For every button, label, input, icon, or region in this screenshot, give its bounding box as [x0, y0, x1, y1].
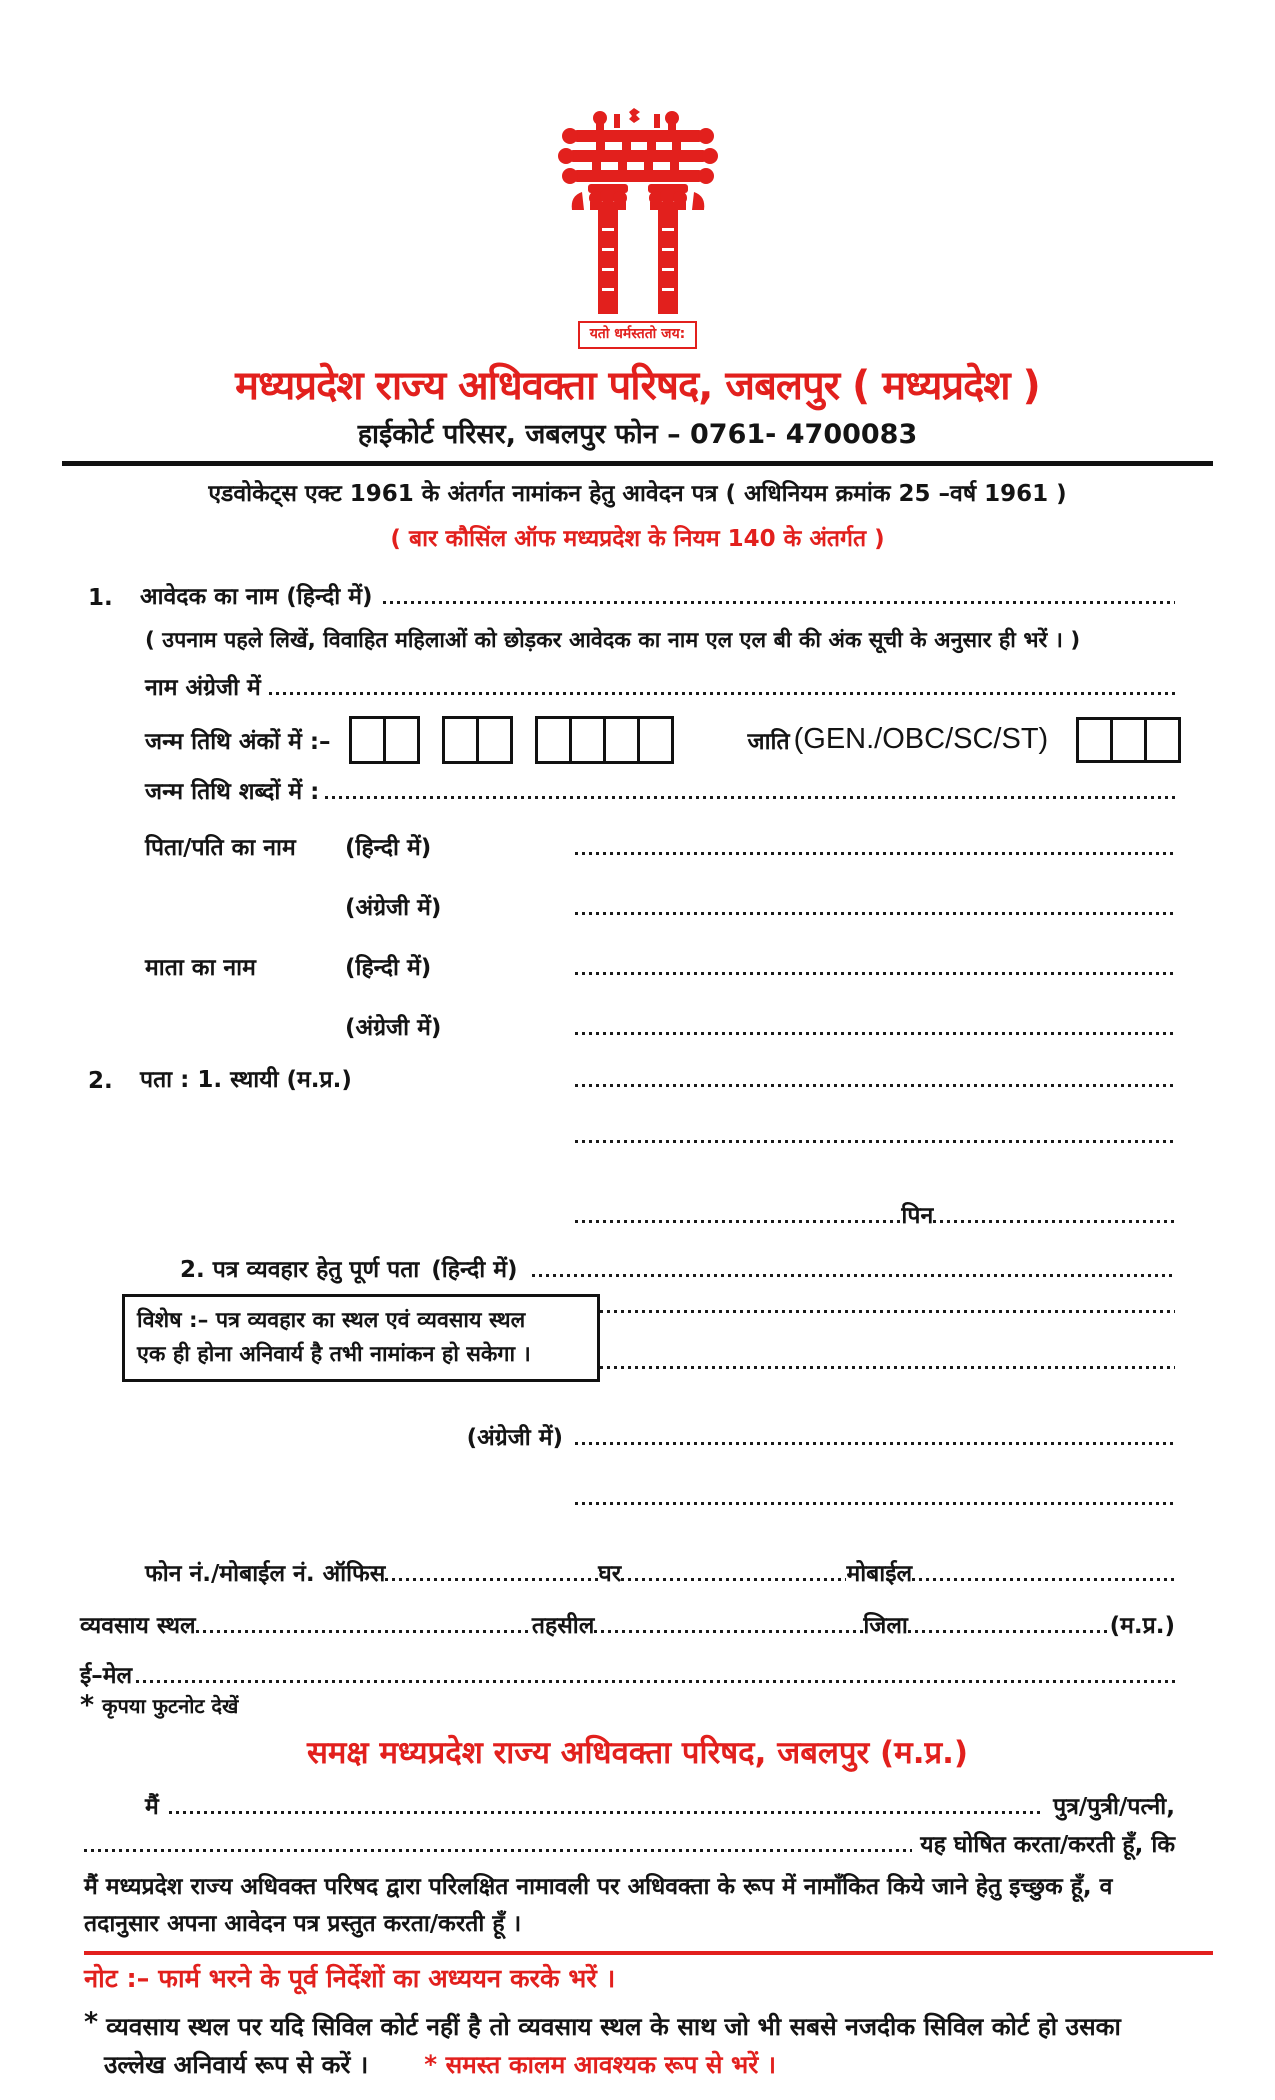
declaration-line2: तदानुसार अपना आवेदन पत्र प्रस्तुत करता/करती हूँ ।	[84, 1911, 522, 1938]
correspondence-address-field-2[interactable]	[600, 1310, 1175, 1313]
tehsil-field[interactable]	[594, 1630, 863, 1633]
council-rule-subtitle: ( बार कौसिंल ऑफ मध्यप्रदेश के नियम 140 के अंतर्गत )	[390, 525, 885, 552]
declaration-line1: मैं मध्यप्रदेश राज्य अधिवक्त परिषद द्वारा परिलक्षित नामावली पर अधिवक्ता के रूप में नामाँकित किये जाने हेतु इच्छुक हूँ, व	[84, 1874, 1113, 1901]
correspondence-address-label: 2. पत्र व्यवहार हेतु पूर्ण पता	[180, 1256, 420, 1283]
name-english-label: नाम अंग्रेजी में	[145, 674, 261, 701]
declaration-heading: समक्ष मध्यप्रदेश राज्य अधिवक्ता परिषद, जबलपुर (म.प्र.)	[306, 1735, 969, 1772]
declarant-name-field[interactable]	[169, 1811, 1043, 1814]
hindi-paren-label: (हिन्दी में)	[345, 834, 432, 861]
district-label: जिला	[863, 1613, 908, 1640]
caste-options: (GEN./OBC/SC/ST)	[793, 723, 1049, 756]
footnote-ref-label: कृपया फुटनोट देखें	[102, 1694, 239, 1719]
emblem-motto: यतो धर्मस्ततो जय:	[578, 321, 698, 349]
dob-words-row	[88, 774, 1175, 806]
permanent-address-row-2	[88, 1140, 1175, 1150]
permanent-address-field-1[interactable]	[575, 1084, 1175, 1087]
hindi-paren-label: (हिन्दी में)	[431, 1256, 518, 1283]
correspondence-english-field-2[interactable]	[575, 1502, 1175, 1505]
phone-row	[88, 1556, 1175, 1588]
dob-month-box[interactable]	[476, 716, 513, 764]
dob-year-boxes[interactable]	[535, 716, 674, 764]
father-name-english-row	[88, 890, 1175, 922]
english-paren-label: (अंग्रेजी में)	[345, 1014, 442, 1041]
phone-home-field[interactable]	[621, 1578, 846, 1581]
pin-label: पिन	[901, 1202, 934, 1229]
dob-year-box[interactable]	[603, 716, 640, 764]
relation-name-field[interactable]	[84, 1849, 912, 1852]
correspondence-english-row-2	[88, 1502, 1175, 1512]
correspondence-fields	[600, 1294, 1175, 1383]
bar-council-emblem-icon	[548, 106, 728, 318]
dob-year-box[interactable]	[535, 716, 572, 764]
name-english-row	[88, 670, 1175, 702]
business-place-row	[80, 1608, 1175, 1640]
phone-mobile-label: मोबाईल	[846, 1561, 913, 1588]
name-english-field[interactable]	[269, 692, 1175, 695]
correspondence-english-field-1[interactable]	[575, 1442, 1175, 1445]
applicant-name-hindi-field[interactable]	[383, 601, 1175, 604]
phone-office-label: फोन नं./मोबाईल नं. ऑफिस	[145, 1561, 386, 1588]
correspondence-address-field-3[interactable]	[600, 1366, 1175, 1369]
correspondence-address-field-1[interactable]	[532, 1274, 1176, 1277]
mp-paren-label: (म.प्र.)	[1109, 1613, 1175, 1640]
footnote-red-note: * समस्त कालम आवश्यक रूप से भरें ।	[424, 2049, 777, 2079]
mother-name-english-row	[88, 1010, 1175, 1042]
pin-row	[88, 1198, 1175, 1230]
dob-year-box[interactable]	[637, 716, 674, 764]
q1-number: 1.	[88, 584, 113, 611]
english-paren-label: (अंग्रेजी में)	[466, 1425, 563, 1452]
permanent-address-row	[88, 1062, 1175, 1094]
caste-box[interactable]	[1110, 717, 1147, 763]
dob-month-boxes[interactable]	[442, 716, 513, 764]
footnote-line1: व्यवसाय स्थल पर यदि सिविल कोर्ट नहीं है तो व्यवसाय स्थल के साथ जो भी सबसे नजदीक सिविल कोर्ट हो उसका	[106, 2011, 1121, 2041]
special-note-line2: एक ही होना अनिवार्य है तभी नामांकन हो सकेगा ।	[137, 1341, 531, 1367]
business-place-label: व्यवसाय स्थल	[80, 1613, 196, 1640]
correspondence-english-row	[88, 1420, 1175, 1452]
act-title: एडवोकेट्स एक्ट 1961 के अंतर्गत नामांकन हेतु आवेदन पत्र ( अधिनियम क्रमांक 25 –वर्ष 1961 )	[208, 480, 1067, 507]
district-field[interactable]	[908, 1630, 1110, 1633]
q2-number: 2.	[88, 1067, 113, 1094]
dob-day-box[interactable]	[349, 716, 386, 764]
phone-office-field[interactable]	[385, 1578, 598, 1581]
english-paren-label: (अंग्रेजी में)	[345, 894, 442, 921]
declare-label: यह घोषित करता/करती हूँ, कि	[920, 1832, 1175, 1859]
father-name-hindi-row	[88, 830, 1175, 862]
dob-words-label: जन्म तिथि शब्दों में :	[145, 778, 320, 805]
dob-month-box[interactable]	[442, 716, 479, 764]
father-name-label: पिता/पति का नाम	[145, 834, 296, 861]
caste-boxes[interactable]	[1076, 717, 1181, 763]
footnote-line2-wrap	[0, 2046, 1275, 2081]
dob-year-box[interactable]	[569, 716, 606, 764]
dob-digits-label: जन्म तिथि अंकों में :–	[145, 728, 331, 755]
phone-home-label: घर	[598, 1561, 622, 1588]
footnote-ref-line	[80, 1690, 1175, 1722]
masthead	[0, 0, 1275, 349]
declaration-name-row	[88, 1789, 1175, 1821]
special-note-line1: विशेष :– पत्र व्यवहार का स्थल एवं व्यवसाय स्थल	[137, 1307, 526, 1333]
permanent-address-field-3[interactable]	[575, 1220, 901, 1223]
permanent-address-field-2[interactable]	[575, 1140, 1175, 1143]
header-divider	[62, 461, 1213, 466]
footnote-line1-wrap	[0, 1995, 1275, 2046]
caste-label: जाति	[747, 728, 790, 755]
email-label: ई–मेल	[80, 1663, 133, 1690]
applicant-name-label: आवेदक का नाम (हिन्दी में)	[140, 583, 373, 610]
hindi-paren-label: (हिन्दी में)	[345, 954, 432, 981]
phone-mobile-field[interactable]	[912, 1578, 1175, 1581]
footnote-line2: उल्लेख अनिवार्य रूप से करें ।	[104, 2049, 369, 2079]
mother-name-english-field[interactable]	[575, 1032, 1175, 1035]
email-field[interactable]	[136, 1680, 1175, 1683]
note-line: नोट :– फार्म भरने के पूर्व निर्देशों का अध्ययन करके भरें ।	[84, 1963, 616, 1994]
declaration-body	[0, 1789, 1275, 1943]
email-row	[80, 1658, 1175, 1690]
footnote-star: *	[80, 1690, 95, 1722]
mother-name-hindi-row	[88, 950, 1175, 982]
dob-day-box[interactable]	[383, 716, 420, 764]
special-note-box	[122, 1294, 600, 1383]
mother-name-label: माता का नाम	[145, 954, 256, 981]
dob-day-boxes[interactable]	[349, 716, 420, 764]
father-name-english-field[interactable]	[575, 912, 1175, 915]
i-label: मैं	[145, 1794, 159, 1821]
relation-label: पुत्र/पुत्री/पत्नी,	[1053, 1794, 1175, 1821]
declaration-paragraph	[84, 1869, 1175, 1943]
correspondence-special-section	[88, 1294, 1175, 1383]
footnote-star: *	[84, 2006, 99, 2038]
father-name-hindi-field[interactable]	[575, 852, 1175, 855]
pin-field[interactable]	[933, 1220, 1175, 1223]
form-body	[0, 579, 1275, 1720]
org-address-phone: हाईकोर्ट परिसर, जबलपुर फोन – 0761- 4700083	[357, 418, 918, 450]
page-title: मध्यप्रदेश राज्य अधिवक्ता परिषद, जबलपुर ( मध्यप्रदेश )	[235, 362, 1040, 409]
tehsil-label: तहसील	[531, 1613, 595, 1640]
business-place-field[interactable]	[196, 1630, 532, 1633]
caste-box[interactable]	[1144, 717, 1181, 763]
dob-words-field[interactable]	[325, 796, 1175, 799]
applicant-name-note: ( उपनाम पहले लिखें, विवाहित महिलाओं को छोड़कर आवेदक का नाम एल एल बी की अंक सूची के अनुसार ही भरें । )	[145, 627, 1081, 653]
applicant-name-row	[88, 579, 1175, 611]
declaration-relation-row	[84, 1827, 1175, 1859]
permanent-address-label: पता : 1. स्थायी (म.प्र.)	[140, 1066, 352, 1093]
dob-caste-row	[88, 716, 1175, 764]
caste-box[interactable]	[1076, 717, 1113, 763]
correspondence-address-row	[88, 1252, 1175, 1284]
mother-name-hindi-field[interactable]	[575, 972, 1175, 975]
